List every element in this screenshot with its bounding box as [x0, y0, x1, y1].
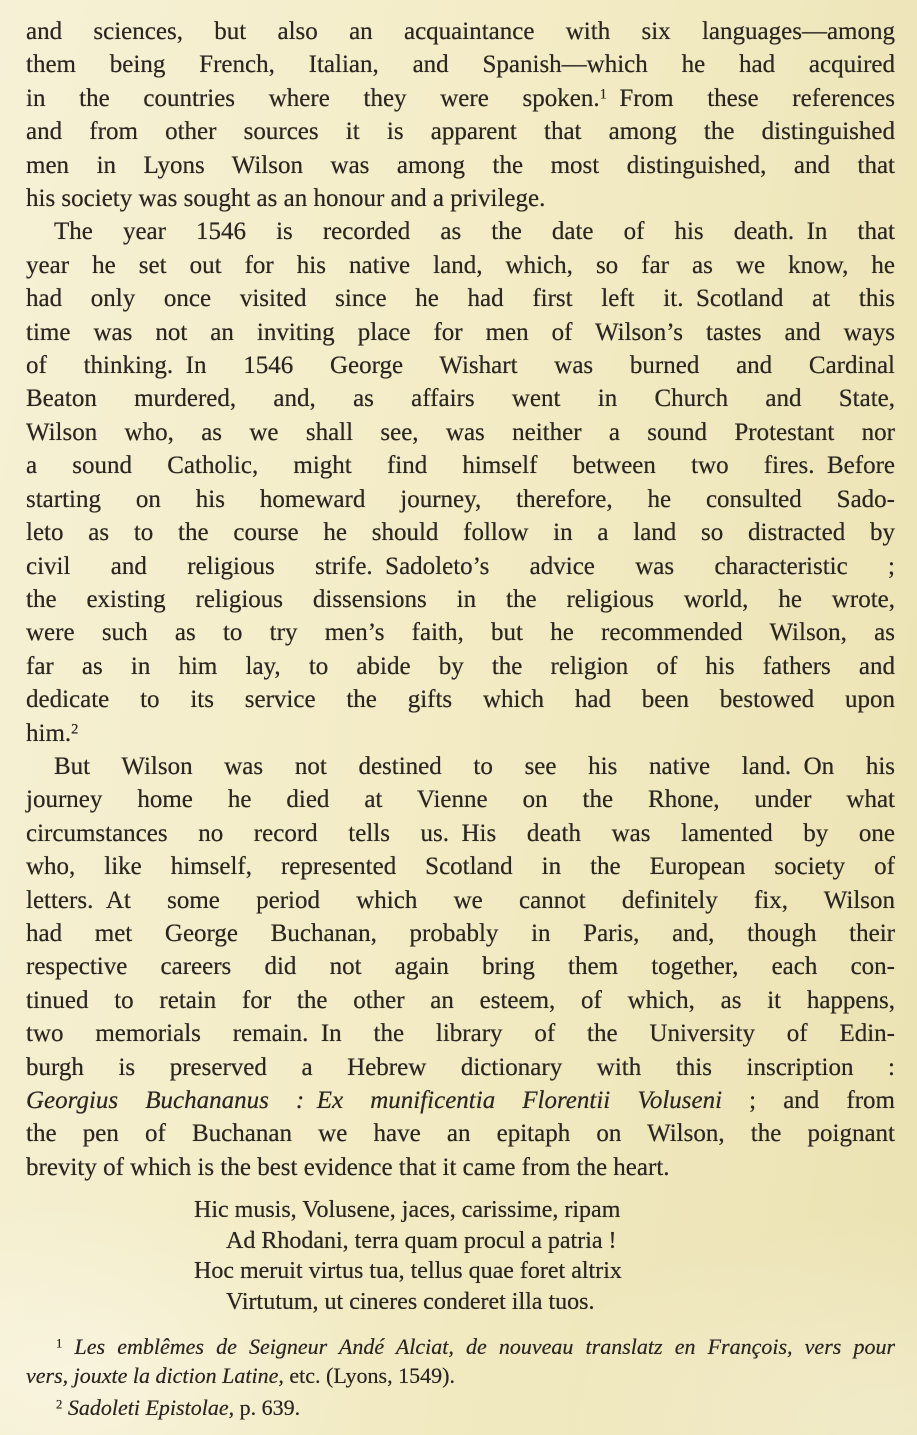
text-line	[26, 550, 895, 583]
body-paragraph-2	[26, 215, 895, 750]
text-segment: of thinking. In 1546 George Wishart was burned and Cardinal	[26, 352, 895, 380]
text-segment: a sound Catholic, might find himself between two fires. Before	[26, 452, 895, 480]
text-line	[26, 683, 895, 716]
text-segment: leto as to the course he should follow in a land so distracted by	[26, 519, 895, 547]
text-segment: year he set out for his native land, which, so far as we know, he	[26, 251, 895, 279]
verse-line: Hoc meruit virtus tua, tellus quae foret altrix	[194, 1258, 622, 1285]
text-segment: circumstances no record tells us. His death was lamented by one	[26, 819, 895, 847]
body-paragraph-1	[26, 15, 895, 215]
text-segment: Beaton murdered, and, as affairs went in Church and State,	[26, 385, 895, 413]
text-segment: But Wilson was not destined to see his native land. On his	[54, 752, 895, 780]
text-line	[26, 249, 895, 282]
text-line	[26, 1362, 895, 1391]
text-line	[26, 1017, 895, 1050]
text-segment: time was not an inviting place for men of Wilson’s tastes and ways	[26, 318, 895, 346]
text-line	[26, 1151, 895, 1184]
latin-epitaph-verse	[194, 1195, 895, 1317]
text-line	[26, 115, 895, 148]
text-segment	[62, 1334, 74, 1359]
text-line	[26, 917, 895, 950]
text-segment: The year 1546 is recorded as the date of his death. In that	[54, 218, 895, 246]
text-segment: two memorials remain. In the library of the University of Edin-	[26, 1020, 895, 1048]
text-line	[26, 516, 895, 549]
text-segment: who, like himself, represented Scotland in the European society of	[26, 853, 895, 881]
text-segment: journey home he died at Vienne on the Rhone, under what	[26, 786, 895, 814]
text-line	[26, 416, 895, 449]
footnote-marker-2: 2	[56, 1397, 63, 1412]
text-segment: and sciences, but also an acquaintance with six languages—among	[26, 18, 895, 45]
text-line	[26, 1333, 895, 1362]
text-segment: and from other sources it is apparent that among the distinguished	[26, 118, 895, 146]
text-segment: men in Lyons Wilson was among the most distinguished, and that	[26, 151, 895, 179]
text-segment: burgh is preserved a Hebrew dictionary with this inscription :	[26, 1053, 895, 1081]
text-line	[26, 1117, 895, 1150]
text-line	[26, 48, 895, 81]
text-line	[26, 282, 895, 315]
text-line	[26, 316, 895, 349]
text-line	[26, 149, 895, 182]
text-segment: respective careers did not again bring them together, each con-	[26, 953, 895, 981]
text-line	[26, 783, 895, 816]
text-segment: dedicate to its service the gifts which had been bestowed upon	[26, 686, 895, 714]
text-segment: his society was sought as an honour and a privilege.	[26, 185, 546, 213]
text-segment: Sadoleti Epistolae,	[67, 1395, 235, 1421]
text-segment: far as in him lay, to abide by the religion of his fathers and	[26, 652, 895, 680]
footnotes-section	[26, 1333, 895, 1423]
text-line	[26, 1394, 895, 1423]
verse-line: Hic musis, Volusene, jaces, carissime, ripam	[194, 1197, 621, 1224]
text-segment: ; and from	[722, 1087, 895, 1114]
text-segment: them being French, Italian, and Spanish—which he had acquired	[26, 51, 895, 79]
footnote-2	[26, 1394, 895, 1423]
text-line	[26, 616, 895, 649]
text-segment: starting on his homeward journey, therefore, he consulted Sado-	[26, 485, 895, 513]
footnote-marker-1: 1	[56, 1336, 63, 1351]
text-line	[26, 483, 895, 516]
text-line	[26, 817, 895, 850]
text-segment: etc. (Lyons, 1549).	[283, 1362, 455, 1388]
text-segment: tinued to retain for the other an esteem, of which, as it happens,	[26, 986, 895, 1014]
text-segment: were such as to try men’s faith, but he recommended Wilson, as	[26, 619, 895, 647]
text-segment: Wilson who, as we shall see, was neither a sound Protestant nor	[26, 418, 895, 446]
text-line	[26, 215, 895, 248]
text-line	[26, 884, 895, 917]
footnote-1	[26, 1333, 895, 1390]
text-segment: brevity of which is the best evidence that it came from the heart.	[26, 1153, 670, 1181]
page-body-text	[26, 15, 895, 1184]
text-line	[26, 82, 895, 115]
text-segment: the existing religious dissensions in the religious world, he wrote,	[26, 585, 895, 613]
text-line	[26, 850, 895, 883]
text-line	[26, 1084, 895, 1117]
text-segment: him.	[26, 719, 72, 747]
text-segment: in the countries where they were spoken.	[26, 84, 600, 112]
verse-line: Ad Rhodani, terra quam procul a patria !	[226, 1227, 617, 1254]
footnote-ref: 1	[599, 86, 607, 103]
text-segment: had met George Buchanan, probably in Paris, and, though their	[26, 919, 895, 947]
text-segment: had only once visited since he had first left it. Scotland at this	[26, 285, 895, 313]
text-segment: vers, jouxte la diction Latine,	[26, 1362, 284, 1388]
text-line	[26, 449, 895, 482]
text-line	[26, 750, 895, 783]
verse-line: Virtutum, ut cineres conderet illa tuos.	[226, 1288, 595, 1315]
footnote-ref: 2	[71, 721, 79, 737]
text-line	[26, 15, 895, 48]
text-segment: Georgius Buchananus : Ex munificentia Florentii Voluseni	[26, 1087, 723, 1114]
text-line	[26, 182, 895, 215]
text-line	[26, 650, 895, 683]
text-line	[26, 583, 895, 616]
body-paragraph-3	[26, 750, 895, 1184]
text-segment: From these references	[606, 84, 895, 112]
text-segment: p. 639.	[234, 1395, 301, 1421]
text-line	[26, 349, 895, 382]
text-segment: Les emblêmes de Seigneur Andé Alciat, de nouveau translatz en François, vers pour	[74, 1334, 896, 1360]
text-line	[26, 382, 895, 415]
text-line	[26, 717, 895, 750]
text-line	[26, 1051, 895, 1084]
text-segment: letters. At some period which we cannot definitely fix, Wilson	[26, 886, 895, 914]
text-segment: civil and religious strife. Sadoleto’s advice was characteristic ;	[26, 552, 895, 580]
text-line	[26, 950, 895, 983]
text-line	[26, 984, 895, 1017]
text-segment: the pen of Buchanan we have an epitaph on Wilson, the poignant	[26, 1120, 895, 1148]
